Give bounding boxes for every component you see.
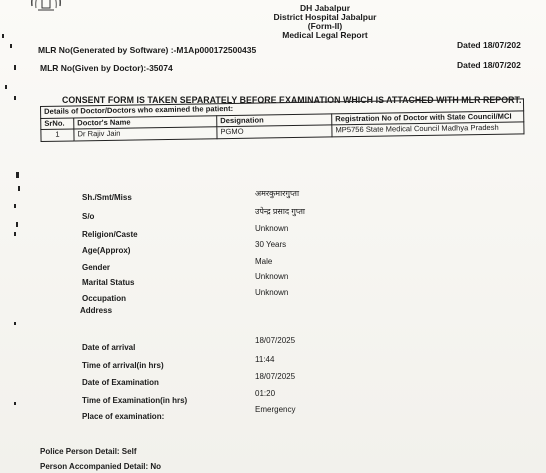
person-accompanied-detail: Person Accompanied Detail: No: [40, 462, 162, 471]
dated-1: Dated 18/07/202: [457, 40, 521, 50]
arrival-date-value: 18/07/2025: [255, 336, 296, 345]
cell-srno: 1: [41, 129, 74, 141]
exam-time-label: Time of Examination(in hrs): [82, 396, 188, 405]
cell-doctor-name: Dr Rajiv Jain: [74, 127, 217, 141]
cell-registration: MP5756 State Medical Council Madhya Pradesh: [332, 122, 524, 137]
religion-label: Religion/Caste: [82, 230, 138, 239]
government-emblem-icon: [28, 0, 64, 28]
name-label: Sh./Smt/Miss: [82, 193, 132, 202]
name-value: अमरकुमारगुप्ता: [255, 189, 300, 198]
occupation-label: Occupation: [82, 294, 127, 303]
exam-date-value: 18/07/2025: [255, 372, 296, 381]
exam-date-label: Date of Examination: [82, 378, 159, 387]
age-label: Age(Approx): [82, 246, 131, 255]
age-value: 30 Years: [255, 240, 287, 249]
mlr-doctor-number: MLR No(Given by Doctor):-35074: [40, 63, 173, 73]
gender-value: Male: [255, 257, 273, 266]
so-label: S/o: [82, 212, 95, 221]
marital-label: Marital Status: [82, 278, 135, 287]
gender-label: Gender: [82, 263, 111, 272]
address-label: Address: [80, 306, 113, 315]
exam-time-value: 01:20: [255, 389, 276, 398]
dated-2: Dated 18/07/202: [457, 60, 521, 70]
arrival-time-value: 11:44: [255, 355, 275, 364]
arrival-date-label: Date of arrival: [82, 343, 136, 352]
arrival-time-label: Time of arrival(in hrs): [82, 361, 164, 370]
hospital-full-name: District Hospital Jabalpur: [273, 12, 377, 22]
mlr-software-number: MLR No(Generated by Software) :-M1Ap000172500435: [38, 45, 257, 55]
religion-value: Unknown: [255, 224, 289, 233]
header-doctor-name: Doctor's Name: [74, 115, 217, 129]
header-registration: Registration No of Doctor with State Council/MCI: [332, 110, 524, 125]
header-srno: SrNo.: [41, 117, 74, 129]
occupation-value: Unknown: [255, 288, 289, 297]
cell-designation: PGMO: [217, 125, 332, 138]
report-title: Medical Legal Report: [282, 30, 368, 40]
so-value: उपेन्द्र प्रसाद गुप्ता: [255, 207, 305, 216]
marital-value: Unknown: [255, 272, 289, 281]
place-value: Emergency: [255, 405, 296, 414]
header-designation: Designation: [217, 113, 332, 126]
police-person-detail: Police Person Detail: Self: [40, 447, 137, 456]
form-number: (Form-II): [307, 21, 343, 31]
table-caption: Details of Doctor/Doctors who examined the patient:: [41, 99, 524, 118]
place-label: Place of examination:: [82, 412, 165, 421]
doctors-table: [40, 98, 524, 141]
consent-statement: CONSENT FORM IS TAKEN SEPARATELY BEFORE EXAMINATION WHICH IS ATTACHED WITH MLR REPORT.: [62, 95, 522, 105]
hospital-short-name: DH Jabalpur: [299, 3, 351, 13]
